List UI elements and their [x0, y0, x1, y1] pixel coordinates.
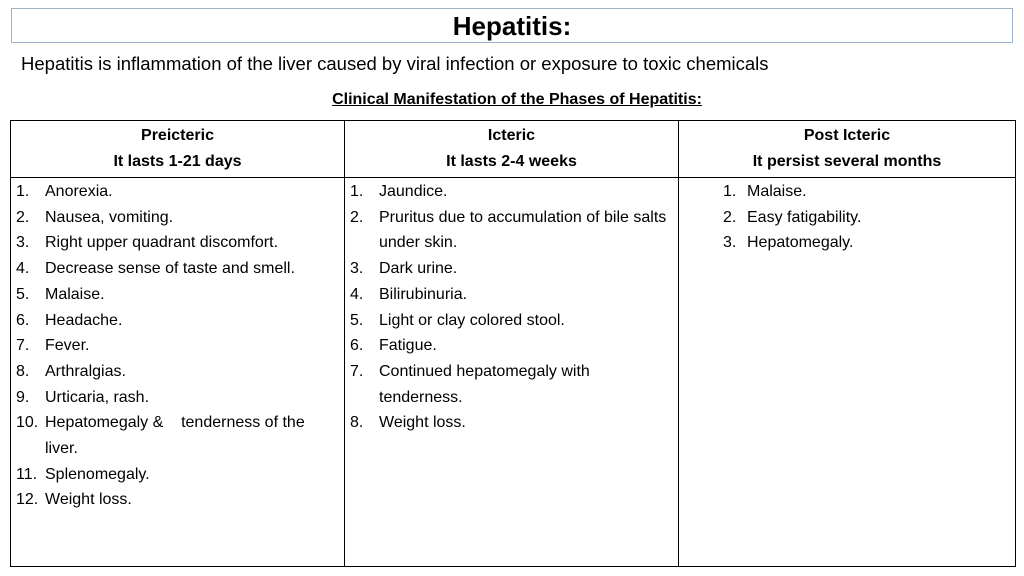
- list-item-text: Splenomegaly.: [45, 465, 150, 483]
- table-heading: Clinical Manifestation of the Phases of Hepatitis:: [332, 91, 702, 108]
- list-item-text: Arthralgias.: [45, 362, 126, 380]
- column-name: Preicteric: [141, 127, 214, 144]
- list-item: [345, 308, 678, 334]
- list-item-text: Jaundice.: [379, 183, 448, 200]
- list-item-number: 1.: [350, 183, 364, 200]
- list-item: [11, 462, 344, 488]
- list-item-number: 4.: [350, 285, 364, 303]
- list-item-number: 10.: [16, 414, 39, 432]
- list-item-number: 8.: [16, 362, 30, 380]
- column-duration: It lasts 1-21 days: [113, 153, 242, 170]
- list-item-number: 3.: [16, 234, 30, 252]
- post-icteric-cell: [679, 178, 1016, 567]
- list-item: [11, 410, 344, 461]
- list-item-number: 8.: [350, 414, 364, 432]
- list-item-text: Light or clay colored stool.: [379, 311, 565, 329]
- list-item-number: 2.: [16, 208, 30, 226]
- column-duration: It lasts 2-4 weeks: [446, 153, 577, 170]
- list-item-text: Malaise.: [45, 285, 105, 303]
- list-item-number: 6.: [350, 337, 364, 355]
- list-item: [11, 487, 344, 513]
- list-item-text: Hepatomegaly & tenderness of the liver.: [45, 414, 310, 458]
- list-item-number: 3.: [350, 260, 364, 278]
- table-body-row: [11, 178, 1016, 567]
- list-item-number: 3.: [723, 234, 737, 252]
- list-item-number: 11.: [16, 465, 38, 483]
- list-item-number: 5.: [16, 285, 30, 303]
- column-name: Post Icteric: [803, 127, 891, 144]
- list-item-text: Right upper quadrant discomfort.: [45, 234, 279, 252]
- list-item: [679, 179, 1015, 205]
- post-icteric-list: [679, 178, 1015, 256]
- column-duration: It persist several months: [752, 153, 942, 170]
- list-item-number: 1.: [723, 183, 737, 200]
- preicteric-cell: [11, 178, 345, 567]
- column-header-icteric: [345, 121, 679, 178]
- list-item-text: Nausea, vomiting.: [45, 208, 174, 226]
- slide-subtitle: Hepatitis is inflammation of the liver caused by viral infection or exposure to toxic chemicals: [21, 53, 769, 74]
- list-item-text: Decrease sense of taste and smell.: [45, 260, 295, 278]
- list-item-text: Fever.: [45, 337, 90, 355]
- list-item-text: Fatigue.: [379, 337, 437, 355]
- list-item: [679, 205, 1015, 231]
- list-item: [11, 179, 344, 205]
- preicteric-list: [11, 178, 344, 513]
- list-item: [11, 230, 344, 256]
- list-item: [11, 385, 344, 411]
- list-item: [11, 308, 344, 334]
- list-item: [679, 230, 1015, 256]
- list-item: [345, 410, 678, 436]
- list-item-text: Weight loss.: [379, 414, 466, 432]
- list-item: [345, 179, 678, 205]
- list-item-text: Weight loss.: [45, 491, 132, 509]
- list-item-text: Headache.: [45, 311, 123, 329]
- list-item: [11, 333, 344, 359]
- list-item: [345, 282, 678, 308]
- list-item: [11, 282, 344, 308]
- list-item: [345, 333, 678, 359]
- slide-title: Hepatitis:: [11, 8, 1013, 43]
- list-item-text: Malaise.: [747, 183, 807, 200]
- list-item-number: 9.: [16, 388, 30, 406]
- list-item-text: Hepatomegaly.: [747, 234, 854, 252]
- list-item: [11, 205, 344, 231]
- list-item-number: 5.: [350, 311, 364, 329]
- column-name: Icteric: [487, 127, 536, 144]
- list-item-number: 2.: [723, 208, 737, 226]
- list-item-text: Easy fatigability.: [747, 208, 862, 226]
- column-header-preicteric: [11, 121, 345, 178]
- list-item: [11, 359, 344, 385]
- icteric-cell: [345, 178, 679, 567]
- list-item-text: Continued hepatomegaly with tenderness.: [379, 362, 595, 406]
- list-item: [11, 256, 344, 282]
- list-item-number: 7.: [350, 362, 364, 380]
- list-item-number: 6.: [16, 311, 30, 329]
- column-header-post-icteric: [679, 121, 1016, 178]
- list-item-number: 7.: [16, 337, 30, 355]
- list-item-text: Dark urine.: [379, 260, 458, 278]
- list-item-number: 1.: [16, 183, 30, 200]
- list-item-number: 2.: [350, 208, 364, 226]
- list-item-text: Anorexia.: [45, 183, 113, 200]
- list-item-text: Bilirubinuria.: [379, 285, 468, 303]
- list-item: [345, 359, 678, 410]
- list-item-number: 12.: [16, 491, 39, 509]
- table-header-row: [11, 121, 1016, 178]
- list-item-text: Pruritus due to accumulation of bile salts under skin.: [379, 208, 671, 252]
- list-item-number: 4.: [16, 260, 30, 278]
- list-item: [345, 205, 678, 256]
- icteric-list: [345, 178, 678, 436]
- phases-table: [10, 120, 1016, 567]
- list-item-text: Urticaria, rash.: [45, 388, 150, 406]
- list-item: [345, 256, 678, 282]
